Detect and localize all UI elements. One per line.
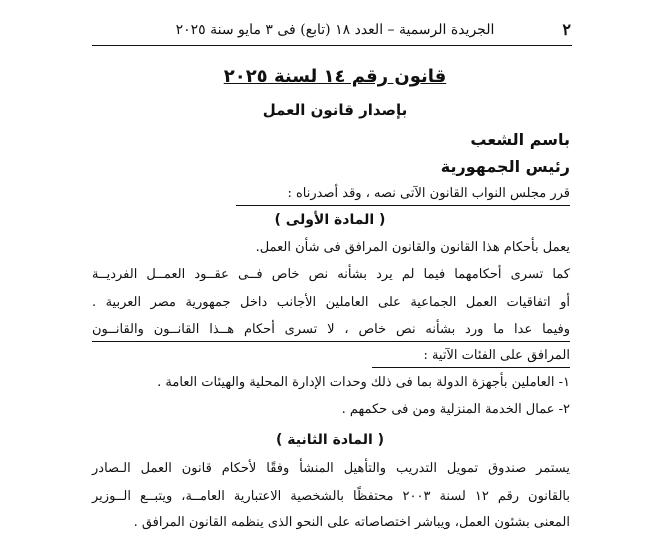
article-1-line-3: أو اتفاقيات العمل الجماعية على العاملين الأجانب داخل جمهورية مصر العربية . xyxy=(92,295,570,310)
preamble-intro: قرر مجلس النواب القانون الآتى نصه ، وقد أصدرناه : xyxy=(287,186,570,201)
article-1-line-1: يعمل بأحكام هذا القانون والقانون المرافق فى شأن العمل. xyxy=(255,240,570,255)
preamble-president: رئيس الجمهورية xyxy=(440,157,570,176)
law-subtitle: بإصدار قانون العمل xyxy=(262,101,408,119)
article-1-item-2: ٢- عمال الخدمة المنزلية ومن فى حكمهم . xyxy=(341,402,570,417)
header-divider xyxy=(92,45,572,46)
article-1-line-5: المرافق على الفئات الآتية : xyxy=(423,348,570,363)
article-1-title: ( المادة الأولى ) xyxy=(274,212,386,228)
article-1-line-4-underline xyxy=(92,341,570,342)
article-2-title: ( المادة الثانية ) xyxy=(275,432,385,448)
article-2-line-3: المعنى بشئون العمل، ويباشر اختصاصاته على النحو الذى ينظمه القانون المرافق . xyxy=(133,515,570,530)
article-1-item-1: ١- العاملين بأجهزة الدولة بما فى ذلك وحدات الإدارة المحلية والهيئات العامة . xyxy=(157,375,570,390)
article-2-line-1: يستمر صندوق تمويل التدريب والتأهيل المنشأ وفقًا لأحكام قانون العمل الـصادر xyxy=(92,461,570,476)
article-1-line-4: وفيما عدا ما ورد بشأنه نص خاص ، لا تسرى أحكام هــذا القانــون والقانــون xyxy=(92,322,570,337)
article-1-line-5-underline xyxy=(372,367,570,368)
article-2-line-2: بالقانون رقم ١٢ لسنة ٢٠٠٣ محتفظًا بالشخصية الاعتبارية العامــة، ويتبــع الــوزير xyxy=(92,489,570,504)
article-1-line-2: كما تسرى أحكامهما فيما لم يرد بشأنه نص خاص فــى عقــود العمــل الفرديــة xyxy=(92,267,570,282)
intro-underline xyxy=(236,205,570,206)
law-title: قانون رقم ١٤ لسنة ٢٠٢٥ xyxy=(223,66,447,87)
page-number: ٢ xyxy=(562,20,571,39)
preamble-people: باسم الشعب xyxy=(470,130,570,149)
gazette-header: الجريدة الرسمية – العدد ١٨ (تابع) فى ٣ مايو سنة ٢٠٢٥ xyxy=(175,22,495,38)
